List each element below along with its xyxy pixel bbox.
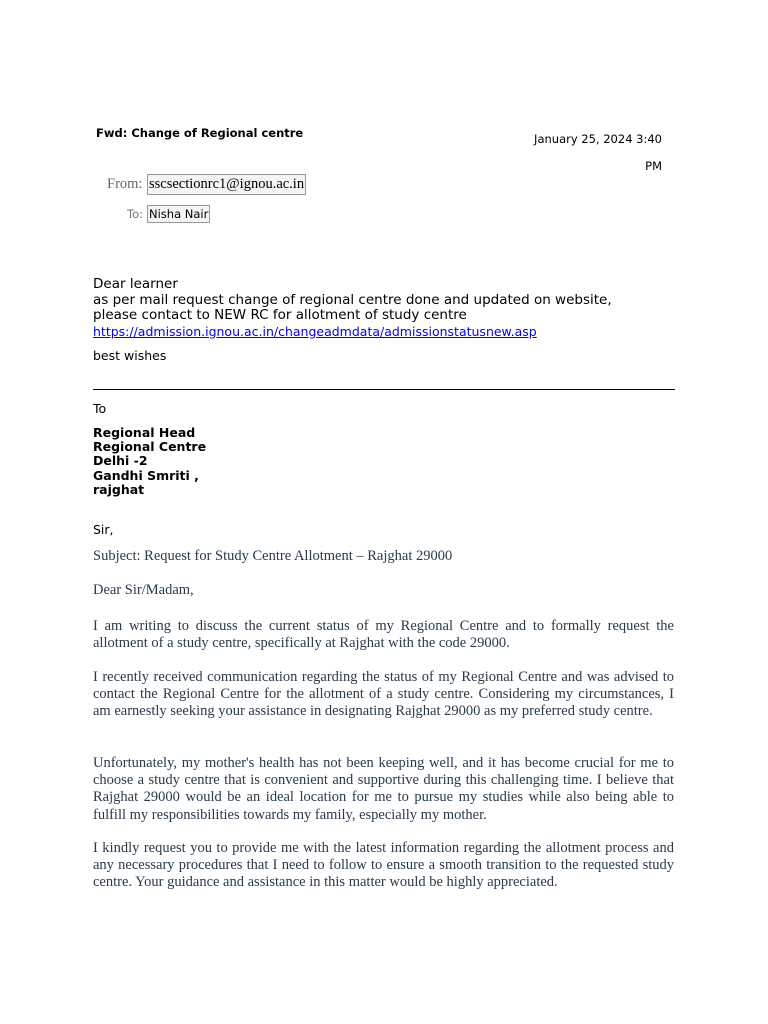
address-line: Delhi -2 (93, 453, 148, 469)
email-subject: Fwd: Change of Regional centre (96, 126, 304, 140)
reply-body (93, 277, 693, 340)
divider (93, 389, 675, 390)
reply-greeting: Dear learner (93, 276, 178, 292)
email-date: January 25, 2024 3:40 PM (534, 132, 662, 173)
letter-paragraph: I kindly request you to provide me with the latest information regarding the allotment process and any necessary procedures that I need to follow to ensure a smooth transition to the requested study centre. Your guidance and assistance in this matter would be highly appreciated. (93, 840, 674, 891)
address-line: rajghat (93, 481, 145, 497)
letter-paragraph: I recently received communication regarding the status of my Regional Centre and was advised to contact the Regional Centre for the allotment of a study centre. Considering my circumstances, I am earnestly seeking your assistance in designating Rajghat 29000 as my preferred study centre. (93, 669, 674, 720)
from-label: From: (107, 176, 143, 192)
reply-line-1: as per mail request change of regional centre done and updated on website, (93, 291, 612, 308)
letter-address (93, 426, 206, 497)
letter-paragraph: I am writing to discuss the current status of my Regional Centre and to formally request the allotment of a study centre, specifically at Rajghat with the code 29000. (93, 618, 674, 652)
from-address[interactable]: sscsectionrc1@ignou.ac.in (147, 174, 306, 195)
letter-to: To (93, 401, 107, 416)
to-recipient[interactable]: Nisha Nair (149, 207, 209, 221)
reply-closing: best wishes (93, 348, 167, 363)
address-line: Regional Centre (93, 439, 207, 455)
to-label: To: (127, 207, 143, 221)
letter-subject: Subject: Request for Study Centre Allotment – Rajghat 29000 (93, 548, 453, 564)
letter-paragraph: Unfortunately, my mother's health has not been keeping well, and it has become crucial for me to choose a study centre that is convenient and supportive during this challenging time. I believe that Rajghat 29000 would be an ideal location for me to pursue my studies while also being able to fulfill my responsibilities towards my family, especially my mother. (93, 755, 674, 823)
letter-greeting: Dear Sir/Madam, (93, 582, 194, 598)
admission-status-link[interactable]: https://admission.ignou.ac.in/changeadmdata/admissionstatusnew.asp (93, 323, 537, 339)
address-line: Gandhi Smriti , (93, 467, 199, 483)
reply-line-2: please contact to NEW RC for allotment of study centre (93, 307, 467, 323)
address-line: Regional Head (93, 425, 196, 440)
letter-salutation: Sir, (93, 522, 114, 537)
